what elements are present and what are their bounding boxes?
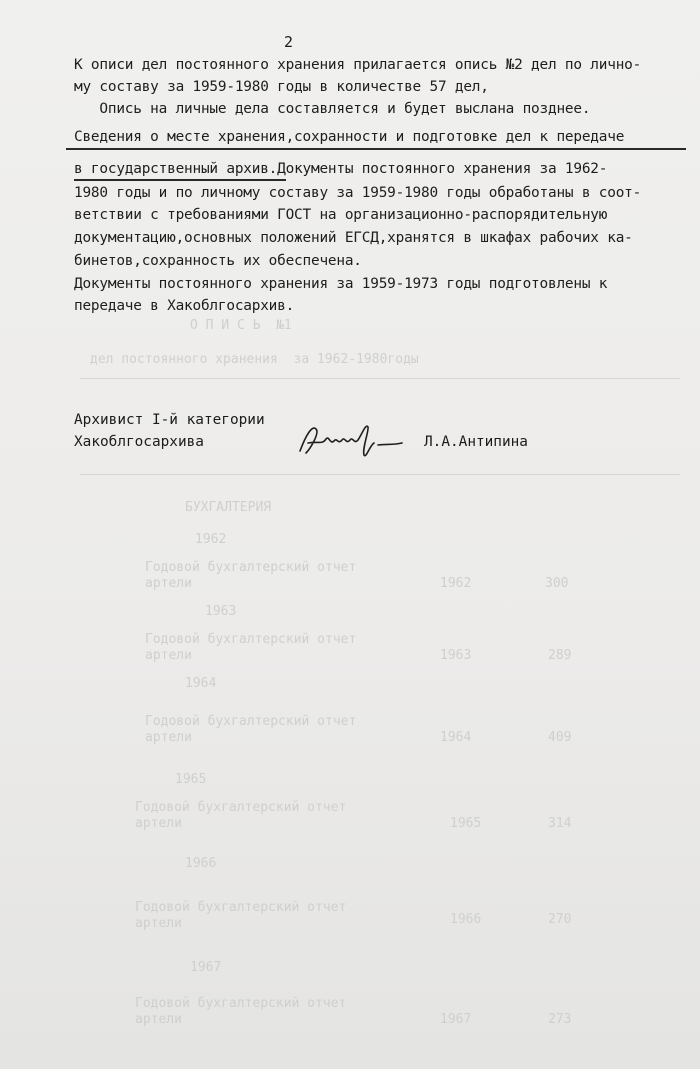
paragraph-line: бинетов,сохранность их обеспечена. (74, 253, 362, 269)
signer-organization: Хакоблгосархива (74, 434, 204, 450)
paragraph-line: Опись на личные дела составляется и будет выслана позднее. (74, 101, 591, 117)
paragraph-line: документацию,основных положений ЕГСД,хранятся в шкафах рабочих ка- (74, 230, 633, 246)
section-heading-end: в государственный архив. (74, 161, 278, 177)
heading-underline-short (74, 179, 286, 181)
page-number: 2 (284, 33, 294, 51)
section-heading-continuation (74, 161, 607, 177)
paragraph-line: передаче в Хакоблгосархив. (74, 298, 295, 314)
paragraph-text: Документы постоянного хранения за 1962- (277, 161, 608, 177)
paragraph-line: Документы постоянного хранения за 1959-1973 годы подготовлены к (74, 276, 608, 292)
paragraph-line: К описи дел постоянного хранения прилагается опись №2 дел по лично- (74, 57, 642, 73)
document-page: О П И С Ь №1 дел постоянного хранения за 1962-1980годы БУХГАЛТЕРИЯ 1962 Годовой бухгалтерский отчет артели 1962 300 1963 Годовой бухгалтерский отчет артели 1963 289 1964 Годовой бухгалтерский отчет артели 1964 409 1965 Годовой бухгалтерский отчет артели 1965 314 1966 Годовой бухгалтерский отчет артели 1966 270 1967 Годовой бухгалтерский отчет артели 1967 273 2 К описи дел постоянного хранения прилагается опись №2 дел по лично- му составу за 1959-1980 годы в количестве 57 дел, Опись на личные дела составляется и будет выслана позднее. Сведения о месте хранения,сохранности и подготовке дел к передаче в государственный архив.Документы постоянного хранения за 1962- 1980 годы и по личному составу за 1959-1980 годы обработаны в соот- ветствии с требованиями ГОСТ на организационно-распорядительную документацию,основных положений ЕГСД,хранятся в шкафах рабочих ка- бинетов,сохранность их обеспечена. Документы постоянного хранения за 1959-1973 годы подготовлены к передаче в Хакоблгосархив. Архивист I-й категории Хакоблгосархива Л.А.Антипина (0, 0, 700, 1069)
paragraph-line: му составу за 1959-1980 годы в количестве 57 дел, (74, 79, 489, 95)
handwritten-signature (296, 415, 406, 465)
paragraph-line: 1980 годы и по личному составу за 1959-1980 годы обработаны в соот- (74, 185, 642, 201)
signer-name: Л.А.Антипина (424, 434, 528, 450)
section-heading: Сведения о месте хранения,сохранности и подготовке дел к передаче (74, 129, 625, 145)
paragraph-line: ветствии с требованиями ГОСТ на организационно-распорядительную (74, 207, 608, 223)
heading-underline (66, 148, 686, 150)
signer-position: Архивист I-й категории (74, 412, 265, 428)
